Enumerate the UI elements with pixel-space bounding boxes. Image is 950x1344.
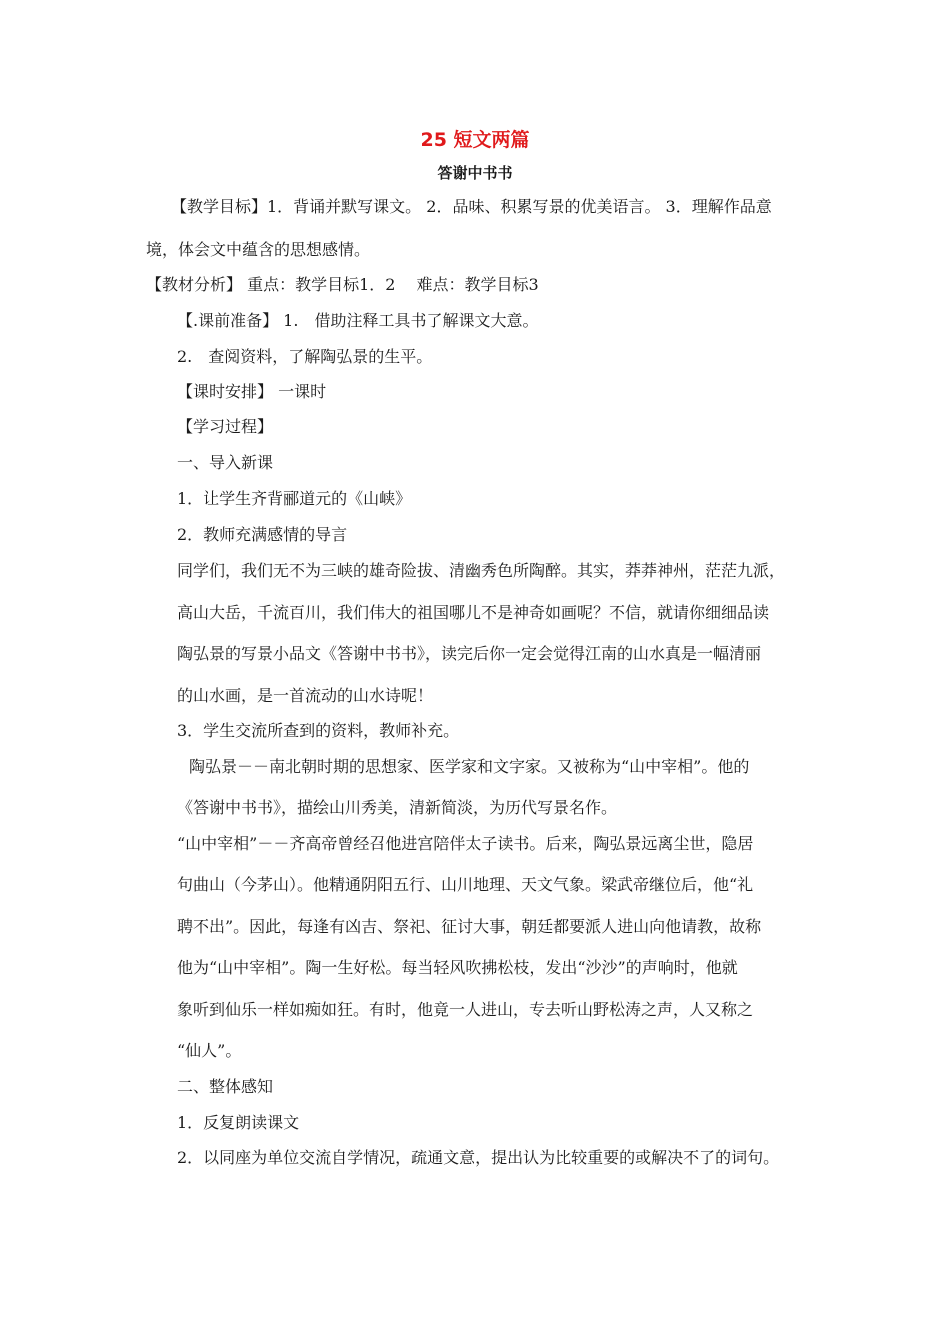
text-line: 陶弘景－－南北朝时期的思想家、医学家和文字家。又被称为“山中宰相”。他的: [189, 757, 750, 776]
text-line: 1．让学生齐背郦道元的《山峡》: [177, 489, 412, 508]
text-line: 【.课前准备】 1. 借助注释工具书了解课文大意。: [177, 311, 539, 330]
text-line: 聘不出”。因此，每逢有凶吉、祭祀、征讨大事，朝廷都要派人进山向他请教，故称: [177, 917, 762, 936]
text-line: “山中宰相”－－齐高帝曾经召他进宫陪伴太子读书。后来，陶弘景远离尘世，隐居: [177, 834, 754, 853]
text-line: 二、整体感知: [177, 1077, 274, 1096]
text-line: 【教材分析】 重点：教学目标1．2 难点：教学目标3: [146, 275, 539, 294]
text-line: 【课时安排】 一课时: [177, 382, 327, 401]
text-line: 一、导入新课: [177, 453, 274, 472]
text-line: 同学们，我们无不为三峡的雄奇险拔、清幽秀色所陶醉。其实，莽莽神州，茫茫九派，: [177, 561, 786, 580]
text-line: 的山水画，是一首流动的山水诗呢！: [177, 686, 434, 705]
text-line: 句曲山（今茅山）。他精通阴阳五行、山川地理、天文气象。梁武帝继位后，他“礼: [177, 875, 754, 894]
text-line: 1．反复朗读课文: [177, 1113, 300, 1132]
text-line: 3．学生交流所查到的资料，教师补充。: [177, 721, 460, 740]
text-line: 象听到仙乐一样如痴如狂。有时，他竟一人进山，专去听山野松涛之声，人又称之: [177, 1000, 754, 1019]
text-line: 陶弘景的写景小品文《答谢中书书》，读完后你一定会觉得江南的山水真是一幅清丽: [177, 644, 762, 663]
text-line: “仙人”。: [177, 1041, 242, 1060]
text-line: 【教学目标】1．背诵并默写课文。 2．品味、积累写景的优美语言。 3．理解作品意: [171, 197, 772, 216]
text-line: 高山大岳，千流百川，我们伟大的祖国哪儿不是神奇如画呢？不信，就请你细细品读: [177, 603, 770, 622]
text-line: 他为“山中宰相”。陶一生好松。每当轻风吹拂松枝，发出“沙沙”的声响时，他就: [177, 958, 738, 977]
text-line: 2. 查阅资料，了解陶弘景的生平。: [177, 347, 433, 366]
text-line: 【学习过程】: [177, 417, 274, 436]
text-line: 境，体会文中蕴含的思想感情。: [146, 240, 371, 259]
text-line: 2．以同座为单位交流自学情况，疏通文意，提出认为比较重要的或解决不了的词句。: [177, 1148, 780, 1167]
page-title: 25 短文两篇: [420, 129, 530, 151]
page-subtitle: 答谢中书书: [437, 164, 513, 182]
text-line: 《答谢中书书》，描绘山川秀美，清新简淡，为历代写景名作。: [177, 798, 618, 817]
text-line: 2．教师充满感情的导言: [177, 525, 348, 544]
